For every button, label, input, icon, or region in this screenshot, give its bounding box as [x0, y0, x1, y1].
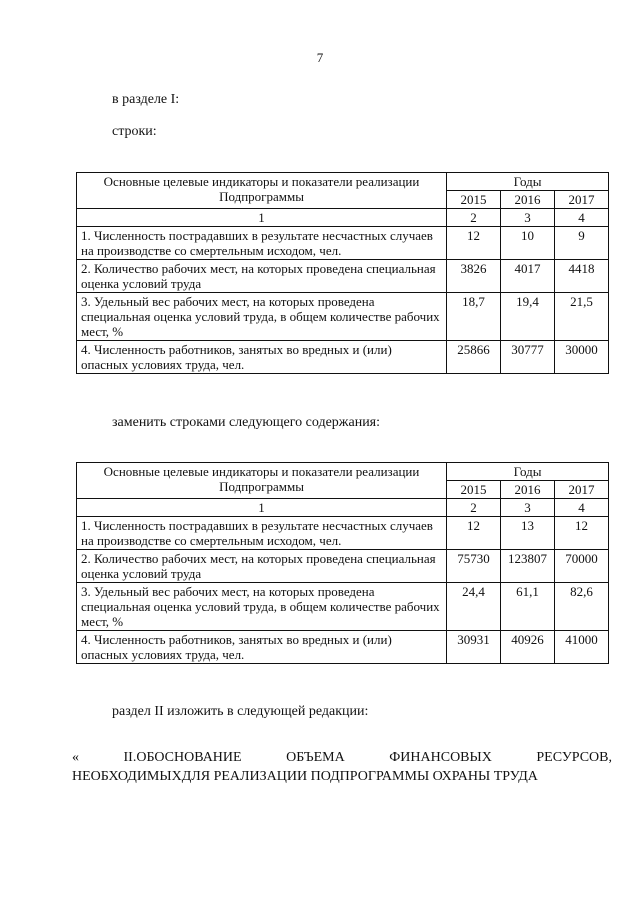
- year-header: 2015: [447, 481, 501, 499]
- indicator-value: 18,7: [447, 293, 501, 341]
- table-row: [77, 517, 609, 550]
- column-number: 1: [77, 499, 447, 517]
- rows-label: строки:: [112, 124, 157, 139]
- indicator-name: 2. Количество рабочих мест, на которых проведена специальная оценка условий труда: [77, 260, 447, 293]
- column-number: 2: [447, 209, 501, 227]
- indicator-value: 12: [555, 517, 609, 550]
- table-row: [77, 293, 609, 341]
- indicator-header: Основные целевые индикаторы и показатели реализации Подпрограммы: [77, 463, 447, 499]
- indicator-value: 25866: [447, 341, 501, 374]
- indicator-name: 1. Численность пострадавших в результате несчастных случаев на производстве со смертельным исходом, чел.: [77, 227, 447, 260]
- table-row: [77, 260, 609, 293]
- indicator-value: 12: [447, 227, 501, 260]
- indicator-value: 13: [501, 517, 555, 550]
- indicator-value: 40926: [501, 631, 555, 664]
- indicator-name: 1. Численность пострадавших в результате несчастных случаев на производстве со смертельным исходом, чел.: [77, 517, 447, 550]
- year-header: 2016: [501, 481, 555, 499]
- page-number: 7: [316, 50, 324, 65]
- indicator-header: Основные целевые индикаторы и показатели реализации Подпрограммы: [77, 173, 447, 209]
- intro-text: в разделе I:: [112, 92, 180, 107]
- indicator-value: 82,6: [555, 583, 609, 631]
- indicator-value: 30777: [501, 341, 555, 374]
- table-header-row: [77, 463, 609, 481]
- table-row: [77, 631, 609, 664]
- table-colnum-row: [77, 499, 609, 517]
- table-header-row: [77, 173, 609, 191]
- indicator-value: 3826: [447, 260, 501, 293]
- column-number: 1: [77, 209, 447, 227]
- section2-label: раздел II изложить в следующей редакции:: [112, 704, 369, 719]
- column-number: 4: [555, 499, 609, 517]
- column-number: 2: [447, 499, 501, 517]
- indicator-name: 3. Удельный вес рабочих мест, на которых проведена специальная оценка условий труда, в общем количестве рабочих мест, %: [77, 583, 447, 631]
- indicator-value: 10: [501, 227, 555, 260]
- indicator-value: 75730: [447, 550, 501, 583]
- indicator-value: 9: [555, 227, 609, 260]
- indicator-name: 4. Численность работников, занятых во вредных и (или) опасных условиях труда, чел.: [77, 631, 447, 664]
- year-header: 2015: [447, 191, 501, 209]
- indicator-value: 21,5: [555, 293, 609, 341]
- section2-heading: [72, 748, 612, 786]
- indicator-value: 30000: [555, 341, 609, 374]
- indicator-value: 123807: [501, 550, 555, 583]
- table-row: [77, 550, 609, 583]
- indicator-name: 3. Удельный вес рабочих мест, на которых проведена специальная оценка условий труда, в общем количестве рабочих мест, %: [77, 293, 447, 341]
- section2-heading-line1: « II.ОБОСНОВАНИЕ ОБЪЕМА ФИНАНСОВЫХ РЕСУРСОВ,: [72, 750, 612, 765]
- column-number: 3: [501, 499, 555, 517]
- indicator-value: 12: [447, 517, 501, 550]
- indicator-value: 41000: [555, 631, 609, 664]
- indicator-name: 2. Количество рабочих мест, на которых проведена специальная оценка условий труда: [77, 550, 447, 583]
- column-number: 4: [555, 209, 609, 227]
- table-row: [77, 341, 609, 374]
- indicator-value: 24,4: [447, 583, 501, 631]
- table-row: [77, 227, 609, 260]
- year-header: 2017: [555, 191, 609, 209]
- section2-heading-line2: НЕОБХОДИМЫХДЛЯ РЕАЛИЗАЦИИ ПОДПРОГРАММЫ ОХРАНЫ ТРУДА: [72, 769, 538, 784]
- indicator-value: 30931: [447, 631, 501, 664]
- table-row: [77, 583, 609, 631]
- replace-label: заменить строками следующего содержания:: [112, 415, 381, 430]
- indicator-value: 19,4: [501, 293, 555, 341]
- indicator-value: 4017: [501, 260, 555, 293]
- indicators-table-new: [76, 462, 609, 664]
- indicator-value: 61,1: [501, 583, 555, 631]
- indicator-value: 70000: [555, 550, 609, 583]
- indicator-name: 4. Численность работников, занятых во вредных и (или) опасных условиях труда, чел.: [77, 341, 447, 374]
- indicators-table-old: [76, 172, 609, 374]
- year-header: 2016: [501, 191, 555, 209]
- years-header: Годы: [447, 173, 609, 191]
- table-colnum-row: [77, 209, 609, 227]
- year-header: 2017: [555, 481, 609, 499]
- years-header: Годы: [447, 463, 609, 481]
- column-number: 3: [501, 209, 555, 227]
- indicator-value: 4418: [555, 260, 609, 293]
